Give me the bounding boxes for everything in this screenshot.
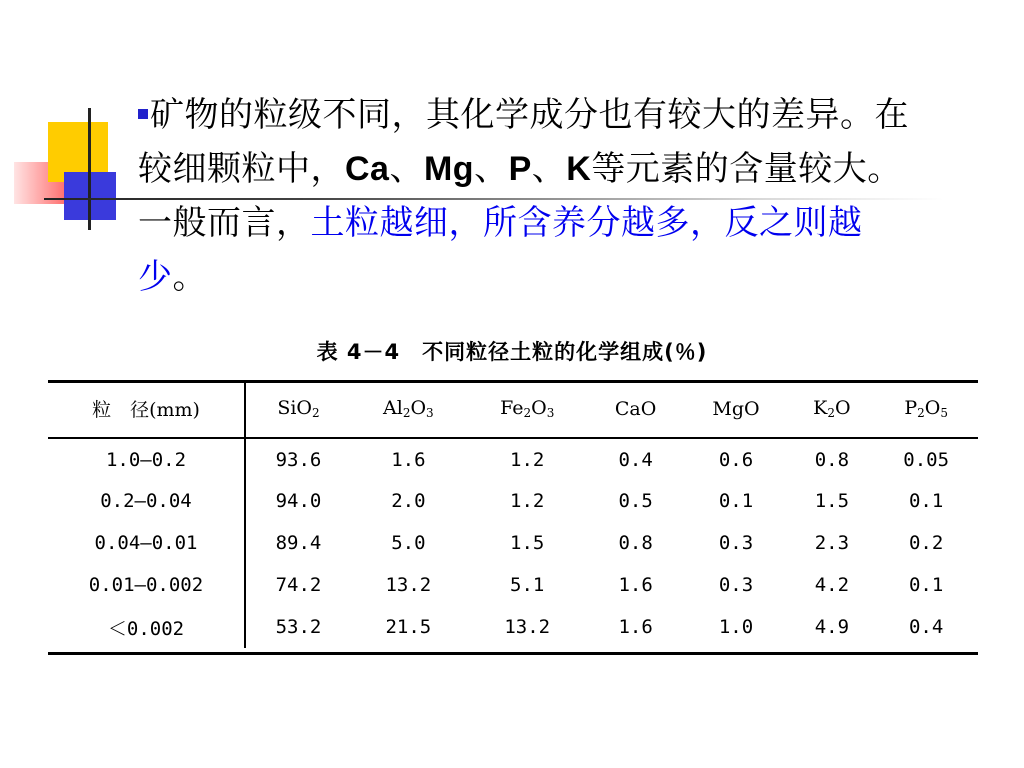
separator: 、: [531, 149, 567, 189]
table-cell: 0.2—0.04: [48, 480, 245, 522]
element-ca: Ca: [345, 150, 390, 188]
table-cell: 1.5: [510, 532, 545, 554]
table-cell: 1.0: [718, 616, 754, 638]
table-cell: 4.2: [814, 574, 850, 596]
element-mg: Mg: [423, 150, 475, 188]
table-cell: 5.1: [510, 574, 545, 596]
table-cell: 93.6: [275, 448, 322, 471]
header-cao: CaO: [589, 380, 683, 438]
bullet-icon: [138, 109, 148, 119]
table-cell: 1.0—0.2: [48, 438, 245, 480]
table-cell: 0.5: [618, 490, 653, 512]
separator: 、: [389, 149, 424, 189]
decorative-vertical-line: [88, 108, 91, 230]
table-cell: 0.1: [908, 574, 944, 596]
header-p2o5: $P_2O_5$: [874, 380, 978, 438]
table-header-row: [48, 380, 978, 438]
table-cell: 0.4: [908, 616, 944, 638]
table-cell: 1.6: [618, 616, 653, 638]
header-k2o: $K_2O$: [790, 380, 875, 438]
table-cell: 0.3: [718, 532, 754, 554]
table-row: [48, 480, 978, 522]
table-cell: 4.9: [814, 616, 850, 638]
header-al2o3: $Al_2O_3$: [351, 380, 466, 438]
table-row: [48, 438, 978, 480]
header-mgo: MgO: [683, 380, 790, 438]
table-row: [48, 564, 978, 606]
chemical-composition-table: [48, 380, 978, 648]
paragraph-text-2: 等元素的含量较大。一般而言，: [138, 149, 902, 243]
table-cell: 1.6: [391, 448, 426, 471]
table-row: [48, 606, 978, 648]
table-cell: 1.2: [510, 490, 545, 512]
table-cell: 0.3: [718, 574, 754, 596]
table-cell: 53.2: [275, 616, 322, 638]
separator: 、: [474, 149, 509, 189]
header-fe2o3: $Fe_2O_3$: [466, 380, 589, 438]
table-row: [48, 522, 978, 564]
table-cell: 94.0: [275, 490, 322, 512]
table-cell: 74.2: [275, 574, 322, 596]
table-cell: 5.0: [391, 532, 426, 554]
table-cell: 2.3: [814, 532, 850, 554]
highlight-conclusion: 土粒越细，所含养分越多，反之则越少: [138, 203, 863, 297]
paragraph-end: 。: [172, 257, 207, 297]
paragraph-text-1: 矿物的粒级不同，其化学成分也有较大的差异。在较细颗粒中，: [138, 95, 909, 189]
table-cell: 1.2: [510, 448, 545, 471]
table-cell: 2.0: [391, 490, 426, 512]
table-cell: 0.1: [908, 490, 944, 512]
header-particle-size: 粒 径(mm): [48, 380, 245, 438]
table-cell: 0.4: [618, 448, 653, 471]
table-cell: 13.2: [504, 616, 551, 638]
table-cell: ＜0.002: [48, 606, 245, 648]
table-cell: 1.5: [814, 490, 850, 512]
element-k: K: [566, 150, 592, 188]
table-cell: 0.01—0.002: [48, 564, 245, 606]
table-cell: 0.1: [718, 490, 754, 512]
body-paragraph: [138, 88, 928, 304]
table-caption: 表 4－4 不同粒径土粒的化学组成(％): [316, 340, 708, 364]
table-bottom-rule: [48, 652, 978, 655]
table-cell: 1.6: [618, 574, 653, 596]
table-cell: 0.8: [814, 448, 850, 471]
table-cell: 89.4: [275, 532, 322, 554]
table-cell: 13.2: [385, 574, 432, 596]
table-cell: 0.6: [718, 448, 754, 471]
table-cell: 21.5: [385, 616, 432, 638]
element-p: P: [508, 150, 532, 188]
table-cell: 0.8: [618, 532, 653, 554]
table-cell: 0.04—0.01: [48, 522, 245, 564]
header-sio2: SiO$_2$: [245, 380, 351, 438]
table-cell: 0.05: [903, 448, 950, 471]
table-cell: 0.2: [908, 532, 944, 554]
